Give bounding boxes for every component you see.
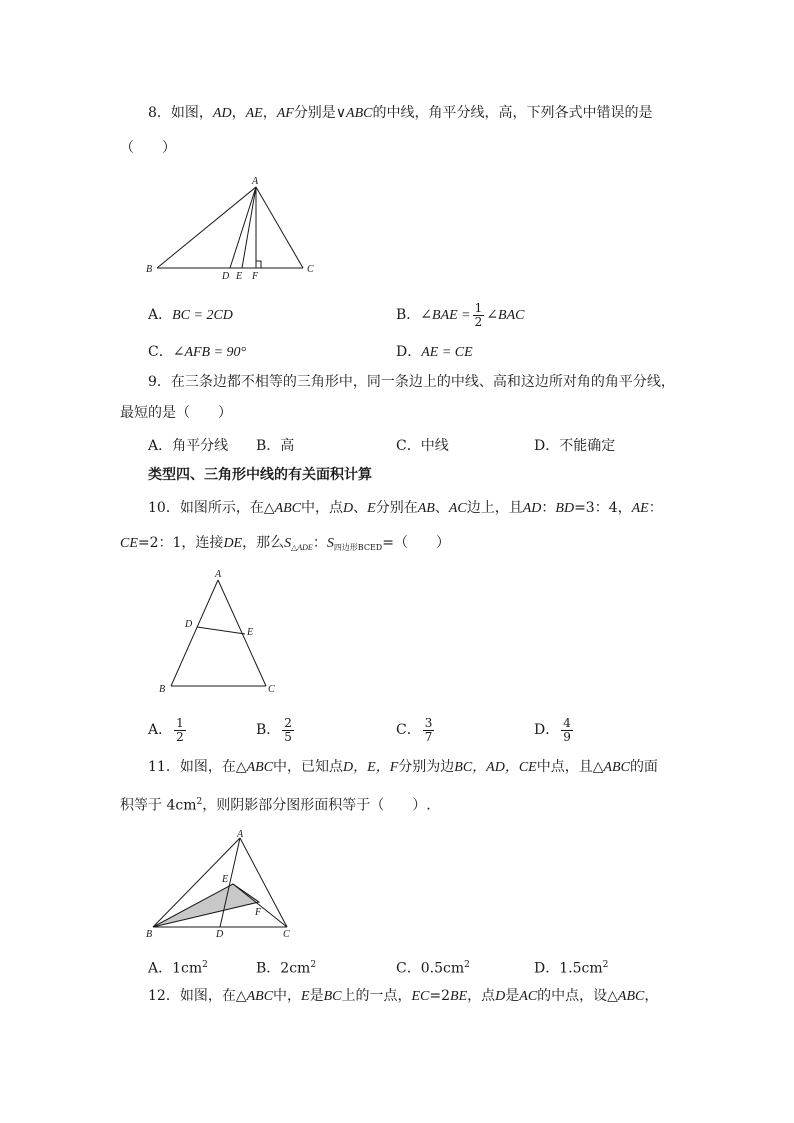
q8-stem-line1: 8．如图，AD，AE，AF分别是∨ABC的中线，角平分线，高，下列各式中错误的是	[148, 105, 653, 121]
q10-stem-line2: CE=2：1，连接DE，那么$S_{\triangle ADE}$：$S_{四边形BCED}=$（ ）	[120, 535, 450, 552]
q8-bisector-ae	[242, 187, 256, 268]
q10-option-b[interactable]: B． $\frac{2}{5}$	[256, 715, 292, 744]
q10-label-b: B	[159, 684, 166, 695]
q8-option-b-fraction: $\frac{1}{2}$	[474, 300, 483, 329]
q11-option-d[interactable]: D．$1.5cm^2$	[534, 960, 609, 977]
q8-option-c[interactable]: C．∠AFB = 90°	[148, 344, 247, 360]
q10-option-d-fraction: $\frac{4}{9}$	[563, 715, 571, 744]
q10-segment-de	[197, 627, 245, 634]
q10-option-d[interactable]: D． $\frac{4}{9}$	[534, 715, 571, 744]
q10-stem-line1: 10．如图所示，在△ABC中，点D、E分别在AB、AC边上，且AD：BD=3：4，AE：	[148, 500, 663, 516]
q8-label-f: F	[252, 271, 259, 282]
q9-option-b[interactable]: B．高	[256, 438, 295, 454]
q8-label-c: C	[307, 264, 314, 275]
q12-stem-line1: 12．如图，在△ABC中，E是BC上的一点，EC=2BE，点D是AC的中点，设△ABC，	[148, 988, 659, 1004]
q8-option-a[interactable]: A．BC = 2CD	[148, 307, 233, 323]
q8-median-ad	[230, 187, 256, 268]
q10-label-c: C	[268, 684, 275, 695]
q11-label-e: E	[222, 874, 229, 885]
q10-side-ab	[171, 580, 218, 686]
q8-side-ac	[256, 187, 303, 268]
q8-right-angle-mark	[256, 261, 261, 268]
q11-option-b[interactable]: B．$2cm^2$	[256, 960, 317, 977]
q10-option-a[interactable]: A． $\frac{1}{2}$	[148, 715, 184, 744]
q10-option-b-fraction: $\frac{2}{5}$	[284, 715, 292, 744]
q11-label-d: D	[216, 929, 224, 940]
q11-label-f: F	[255, 907, 262, 918]
q10-option-a-fraction: $\frac{1}{2}$	[176, 715, 184, 744]
q9-option-c[interactable]: C．中线	[396, 438, 449, 454]
q11-shaded-region	[153, 884, 259, 927]
q8-triangle-figure	[140, 172, 330, 287]
q10-label-a: A	[215, 569, 222, 580]
q11-label-c: C	[283, 929, 290, 940]
q11-label-a: A	[237, 829, 244, 840]
q8-side-ab	[157, 187, 256, 268]
q11-option-a[interactable]: A．$1cm^2$	[148, 960, 208, 977]
q9-option-a[interactable]: A．角平分线	[148, 438, 229, 454]
q8-option-d[interactable]: D．AE = CE	[396, 344, 473, 360]
q10-label-d: D	[185, 619, 193, 630]
q11-stem-line1: 11．如图，在△ABC中，已知点D，E，F分别为边BC，AD，CE中点，且△ABC的面	[148, 759, 658, 775]
q10-option-c-fraction: $\frac{3}{7}$	[424, 715, 433, 744]
q10-triangle-figure	[150, 565, 290, 700]
q10-option-c[interactable]: C． $\frac{3}{7}$	[396, 715, 433, 744]
q11-option-c[interactable]: C．$0.5cm^2$	[396, 960, 470, 977]
q8-label-e: E	[236, 271, 243, 282]
q8-answer-paren: （ ）	[120, 140, 176, 156]
q9-option-d[interactable]: D．不能确定	[534, 438, 616, 454]
q8-label-d: D	[222, 271, 230, 282]
q11-label-b: B	[146, 929, 153, 940]
q9-stem-line2: 最短的是（ ）	[120, 405, 232, 421]
q8-label-b: B	[146, 264, 153, 275]
q10-side-ac	[218, 580, 266, 686]
section-heading: 类型四、三角形中线的有关面积计算	[148, 467, 372, 483]
q11-stem-line2: 积等于 $4cm^2$，则阴影部分图形面积等于（ ）.	[120, 797, 431, 814]
q10-label-e: E	[247, 627, 254, 638]
q9-stem-line1: 9．在三条边都不相等的三角形中，同一条边上的中线、高和这边所对角的角平分线，	[148, 374, 675, 390]
q8-label-a: A	[252, 176, 259, 187]
q11-side-ac	[240, 838, 287, 927]
q8-option-b[interactable]: B．∠BAE = $\frac{1}{2}$ ∠BAC	[396, 300, 525, 329]
q11-triangle-figure	[140, 828, 300, 943]
